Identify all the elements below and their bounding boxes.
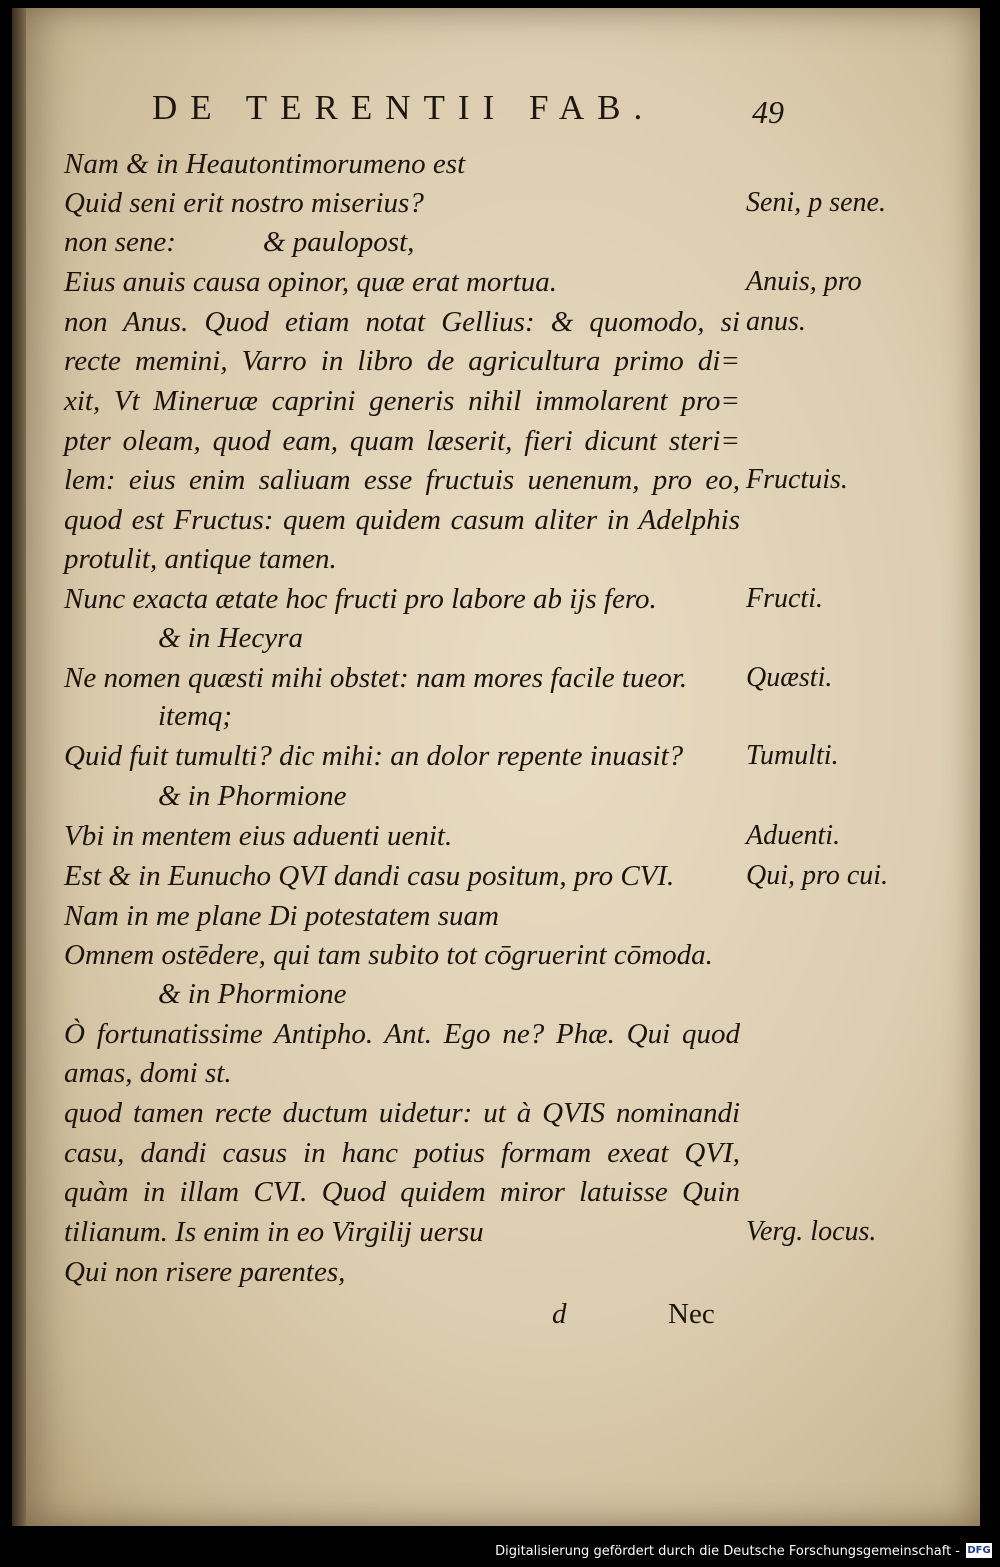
text-line: Nam & in Heautontimorumeno est: [64, 148, 466, 180]
text-line: Qui non risere parentes,: [64, 1256, 346, 1288]
text-line: quod est Fructus: quem quidem casum aliter in Adelphis: [64, 504, 740, 536]
text-line: Omnem ostēdere, qui tam subito tot cōgruerint cōmoda.: [64, 939, 713, 971]
text-line: non Anus. Quod etiam notat Gellius: & quomodo, si: [64, 306, 740, 338]
text-line: lem: eius enim saliuam esse fructuis uenenum, pro eo,: [64, 464, 740, 496]
text-line: non sene: & paulopost,: [64, 226, 415, 258]
page-number: 49: [752, 94, 784, 130]
text-line: protulit, antique tamen.: [64, 543, 337, 575]
text-line: Ò fortunatissime Antipho. Ant. Ego ne? Phæ. Qui quod: [64, 1018, 740, 1050]
digitization-footer: [0, 1526, 1000, 1567]
catchword: Nec: [668, 1298, 715, 1330]
dfg-logo-icon: DFG: [967, 1545, 991, 1556]
running-title: DE TERENTII FAB.: [152, 88, 656, 127]
marginal-note: Aduenti.: [746, 820, 841, 851]
text-line: xit, Vt Mineruæ caprini generis nihil immolarent pro=: [64, 385, 740, 417]
dfg-credit: Digitalisierung gefördert durch die Deutsche Forschungsgemeinschaft -: [495, 1544, 960, 1559]
text-line: Eius anuis causa opinor, quæ erat mortua.: [64, 266, 558, 298]
text-line: quàm in illam CVI. Quod quidem miror latuisse Quin: [64, 1176, 740, 1208]
marginal-note: Fructi.: [746, 583, 823, 614]
marginal-note: anus.: [746, 306, 806, 337]
text-line: & in Hecyra: [158, 622, 303, 654]
text-line: Nunc exacta ætate hoc fructi pro labore ab ijs fero.: [64, 583, 657, 615]
text-line: Ne nomen quæsti mihi obstet: nam mores facile tueor.: [64, 662, 688, 694]
text-line: itemq;: [158, 700, 233, 732]
text-line: quod tamen recte ductum uidetur: ut à QVIS nominandi: [64, 1097, 740, 1129]
text-line: tilianum. Is enim in eo Virgilij uersu: [64, 1216, 484, 1248]
text-line: casu, dandi casus in hanc potius formam exeat QVI,: [64, 1137, 740, 1169]
text-line: Vbi in mentem eius aduenti uenit.: [64, 820, 453, 852]
text-line: & in Phormione: [158, 780, 347, 812]
text-line: pter oleam, quod eam, quam læserit, fieri dicunt steri=: [64, 425, 740, 457]
signature-mark: d: [552, 1298, 567, 1330]
marginal-note: Verg. locus.: [746, 1216, 877, 1247]
text-line: Quid fuit tumulti? dic mihi: an dolor repente inuasit?: [64, 740, 684, 772]
book-page: [12, 8, 980, 1526]
marginal-note: Seni, p sene.: [746, 187, 886, 218]
text-line: Nam in me plane Di potestatem suam: [64, 900, 499, 932]
text-line: recte memini, Varro in libro de agricultura primo di=: [64, 345, 740, 377]
marginal-note: Qui, pro cui.: [746, 860, 889, 891]
text-line: amas, domi st.: [64, 1057, 232, 1089]
marginal-note: Anuis, pro: [746, 266, 862, 297]
marginal-note: Tumulti.: [746, 740, 839, 771]
marginal-note: Fructuis.: [746, 464, 848, 495]
text-line: Est & in Eunucho QVI dandi casu positum, pro CVI.: [64, 860, 675, 892]
marginal-note: Quæsti.: [746, 662, 833, 693]
text-line: Quid seni erit nostro miserius?: [64, 187, 424, 219]
text-line: & in Phormione: [158, 978, 347, 1010]
